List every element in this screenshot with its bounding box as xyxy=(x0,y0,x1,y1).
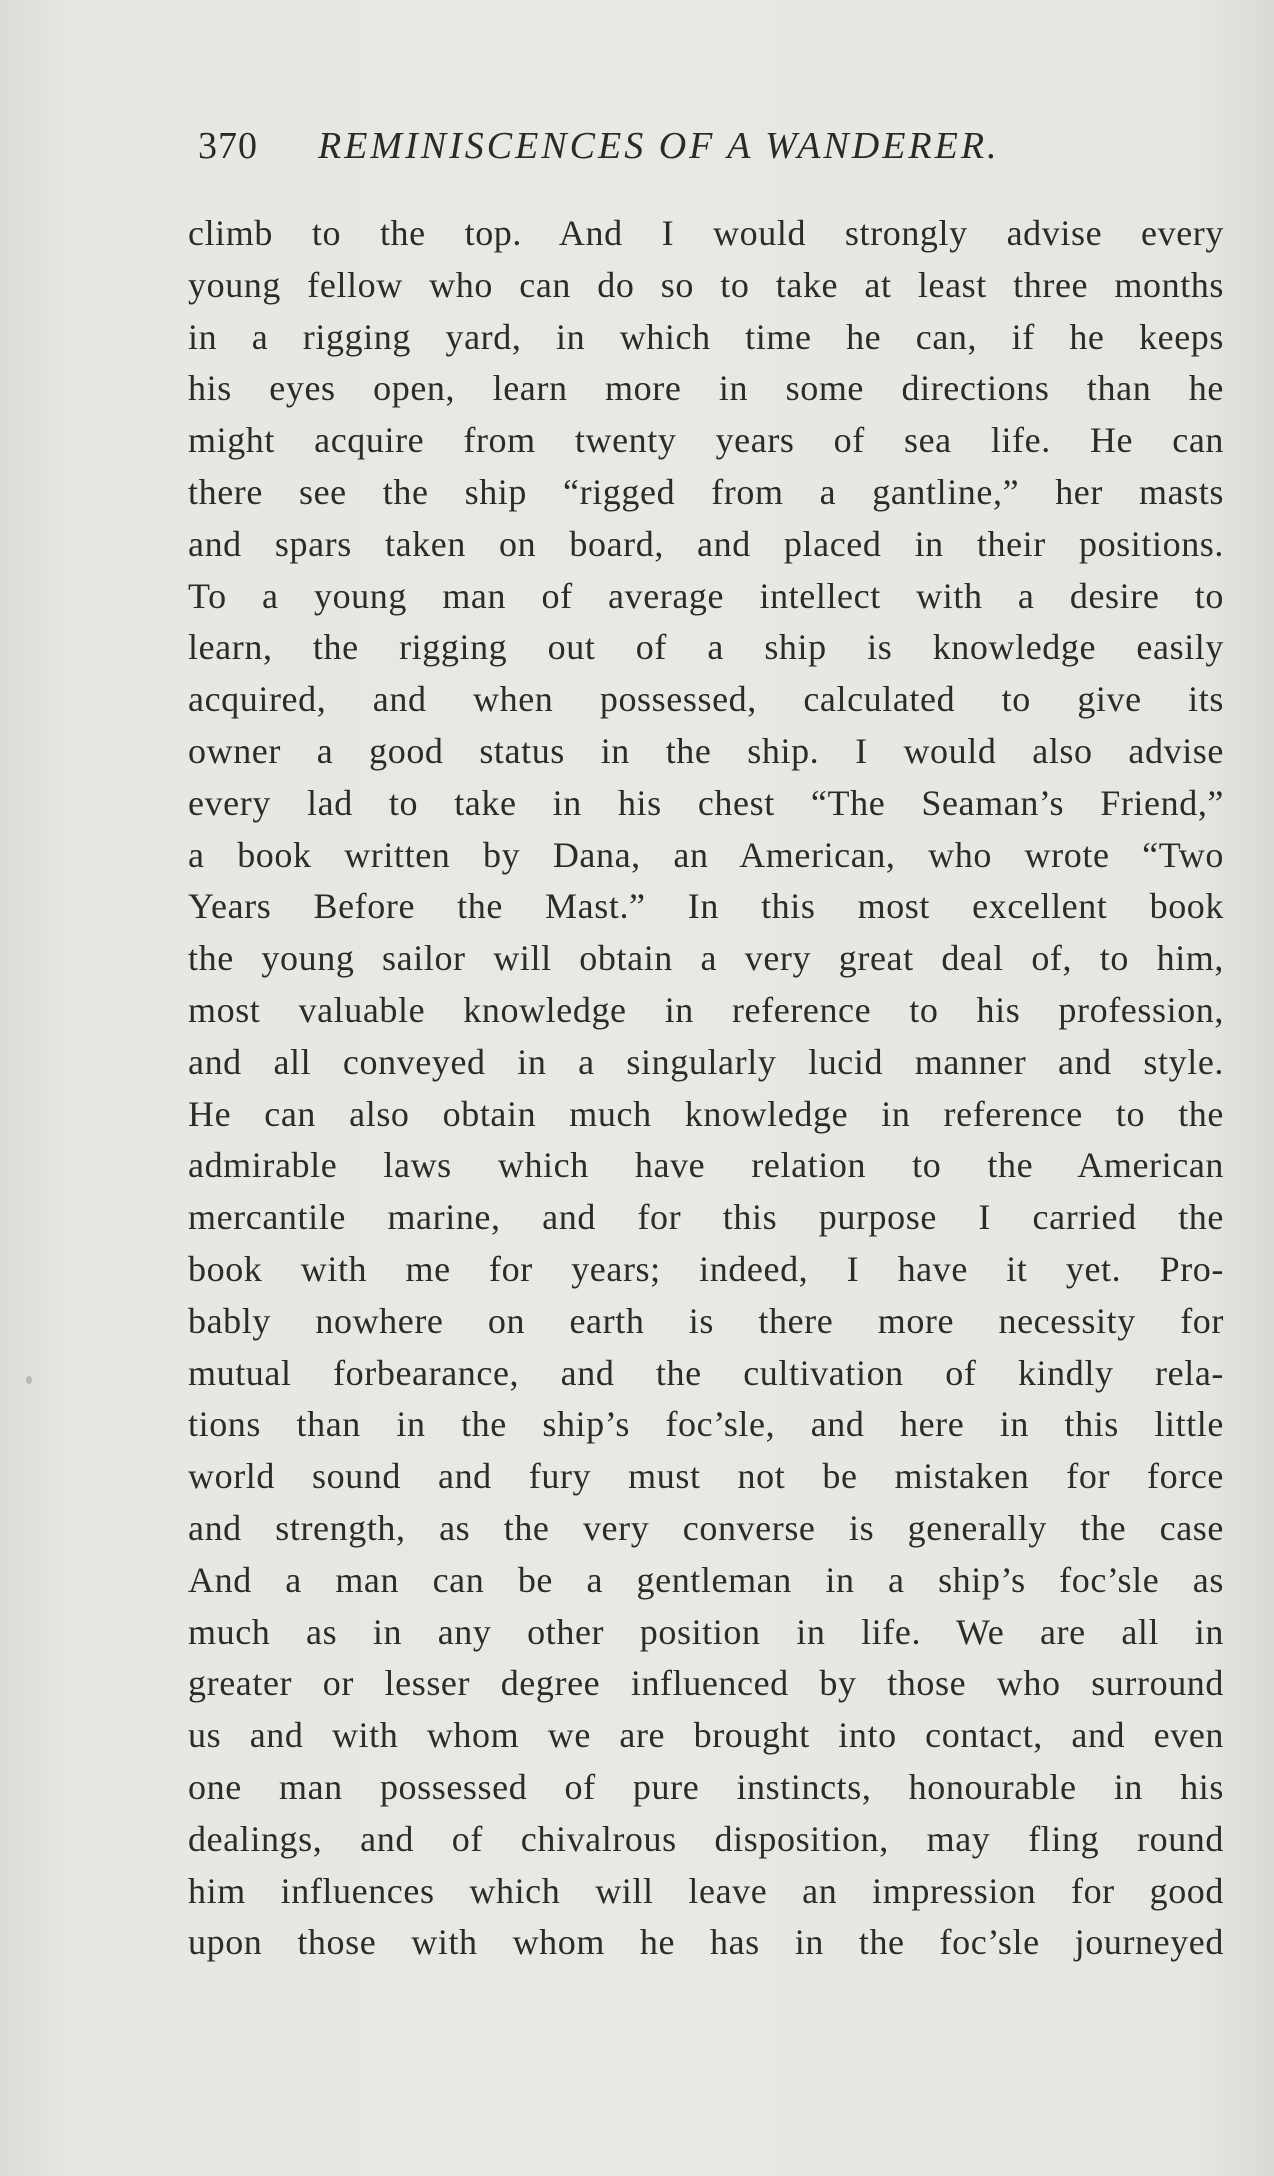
text-line: learn, the rigging out of a ship is knowledge easily xyxy=(188,627,1224,668)
text-line: his eyes open, learn more in some directions than he xyxy=(188,368,1224,409)
text-line: bably nowhere on earth is there more necessity for xyxy=(188,1300,1224,1341)
text-line: young fellow who can do so to take at least three months xyxy=(188,264,1224,305)
text-line: world sound and fury must not be mistaken for force xyxy=(188,1456,1224,1497)
text-line: and spars taken on board, and placed in their positions. xyxy=(188,523,1224,564)
text-line: tions than in the ship’s foc’sle, and here in this little xyxy=(188,1404,1224,1445)
text-line: there see the ship “rigged from a gantline,” her masts xyxy=(188,471,1224,512)
text-line: To a young man of average intellect with a desire to xyxy=(188,575,1224,616)
text-line: admirable laws which have relation to the American xyxy=(188,1145,1224,1186)
text-line: climb to the top. And I would strongly advise every xyxy=(188,213,1224,253)
text-line: book with me for years; indeed, I have it yet. Pro- xyxy=(188,1248,1224,1289)
text-line: most valuable knowledge in reference to his profession, xyxy=(188,989,1224,1030)
paper-speck xyxy=(26,1376,32,1384)
text-line: him influences which will leave an impression for good xyxy=(188,1870,1224,1911)
text-line: one man possessed of pure instincts, honourable in his xyxy=(188,1766,1224,1807)
text-line: us and with whom we are brought into contact, and even xyxy=(188,1715,1224,1756)
text-line: He can also obtain much knowledge in reference to the xyxy=(188,1093,1224,1134)
text-line: greater or lesser degree influenced by those who surround xyxy=(188,1663,1224,1704)
text-line: a book written by Dana, an American, who wrote “Two xyxy=(188,834,1224,875)
text-line: and strength, as the very converse is generally the case xyxy=(188,1507,1224,1548)
text-line: in a rigging yard, in which time he can, if he keeps xyxy=(188,316,1224,357)
body-text xyxy=(188,208,1224,1969)
running-title: REMINISCENCES OF A WANDERER. xyxy=(318,125,1000,167)
text-line: mutual forbearance, and the cultivation of kindly rela- xyxy=(188,1352,1224,1393)
text-line: acquired, and when possessed, calculated to give its xyxy=(188,679,1224,720)
text-line: and all conveyed in a singularly lucid manner and style. xyxy=(188,1041,1224,1082)
text-line: Years Before the Mast.” In this most excellent book xyxy=(188,886,1224,927)
text-line: the young sailor will obtain a very great deal of, to him, xyxy=(188,938,1224,979)
text-line: mercantile marine, and for this purpose I carried the xyxy=(188,1197,1224,1238)
text-line: upon those with whom he has in the foc’sle journeyed xyxy=(188,1922,1224,1963)
text-line: And a man can be a gentleman in a ship’s foc’sle as xyxy=(188,1559,1224,1600)
text-line: every lad to take in his chest “The Seaman’s Friend,” xyxy=(188,782,1224,823)
text-line: much as in any other position in life. We are all in xyxy=(188,1611,1224,1652)
text-line: might acquire from twenty years of sea life. He can xyxy=(188,420,1224,461)
text-line: dealings, and of chivalrous disposition, may fling round xyxy=(188,1818,1224,1859)
page-number: 370 xyxy=(198,125,258,167)
page-header xyxy=(198,118,1098,178)
text-line: owner a good status in the ship. I would also advise xyxy=(188,730,1224,771)
